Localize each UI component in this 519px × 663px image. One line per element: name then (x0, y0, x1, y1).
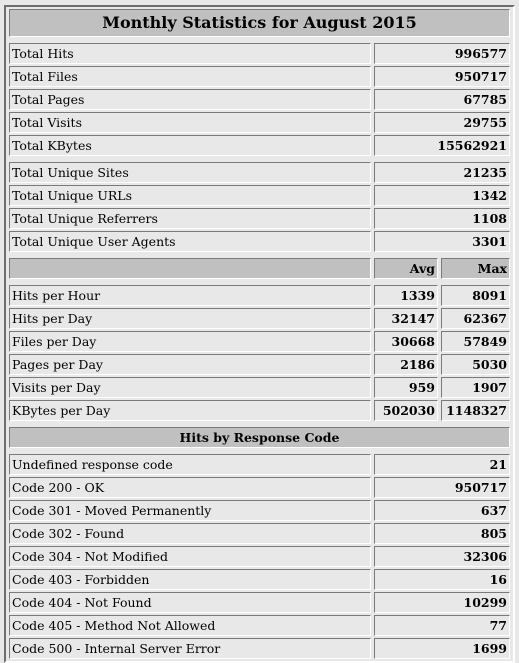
response-row (9, 477, 510, 498)
stat-value: 637 (374, 500, 510, 521)
stat-label: Total KBytes (9, 135, 371, 156)
stat-label: Code 200 - OK (9, 477, 371, 498)
rate-avg: 2186 (374, 354, 438, 375)
rate-row (9, 308, 510, 329)
rate-avg: 1339 (374, 285, 438, 306)
response-code-heading: Hits by Response Code (9, 427, 510, 448)
unique-row (9, 231, 510, 252)
monthly-stats-table (6, 7, 513, 661)
header-blank-cell (9, 258, 371, 279)
unique-row (9, 208, 510, 229)
stat-value: 3301 (374, 231, 510, 252)
stat-value: 996577 (374, 43, 510, 64)
stat-label: Total Unique Referrers (9, 208, 371, 229)
rate-avg: 502030 (374, 400, 438, 421)
rate-label: Pages per Day (9, 354, 371, 375)
stat-label: Total Unique User Agents (9, 231, 371, 252)
stat-value: 29755 (374, 112, 510, 133)
rate-row (9, 331, 510, 352)
stat-label: Total Pages (9, 89, 371, 110)
response-row (9, 546, 510, 567)
rate-label: Hits per Hour (9, 285, 371, 306)
stat-label: Code 404 - Not Found (9, 592, 371, 613)
rate-avg: 32147 (374, 308, 438, 329)
rate-label: Hits per Day (9, 308, 371, 329)
stat-value: 32306 (374, 546, 510, 567)
stat-label: Code 405 - Method Not Allowed (9, 615, 371, 636)
response-row (9, 454, 510, 475)
unique-row (9, 185, 510, 206)
rate-max: 1148327 (441, 400, 510, 421)
monthly-stats-panel (4, 5, 515, 663)
avg-column-header: Avg (374, 258, 438, 279)
response-row (9, 592, 510, 613)
rate-label: KBytes per Day (9, 400, 371, 421)
stat-label: Code 500 - Internal Server Error (9, 638, 371, 659)
unique-row (9, 162, 510, 183)
stat-label: Total Unique URLs (9, 185, 371, 206)
rate-avg: 959 (374, 377, 438, 398)
rate-row (9, 354, 510, 375)
stat-label: Total Unique Sites (9, 162, 371, 183)
response-row (9, 638, 510, 659)
stat-value: 77 (374, 615, 510, 636)
stat-value: 1108 (374, 208, 510, 229)
totals-row (9, 112, 510, 133)
rate-row (9, 377, 510, 398)
totals-row (9, 43, 510, 64)
stat-value: 805 (374, 523, 510, 544)
stat-value: 1699 (374, 638, 510, 659)
stat-value: 15562921 (374, 135, 510, 156)
response-row (9, 569, 510, 590)
response-row (9, 523, 510, 544)
rate-row (9, 400, 510, 421)
stat-value: 950717 (374, 66, 510, 87)
totals-row (9, 89, 510, 110)
stat-value: 950717 (374, 477, 510, 498)
stat-label: Total Files (9, 66, 371, 87)
stat-value: 21235 (374, 162, 510, 183)
rate-max: 1907 (441, 377, 510, 398)
stat-label: Undefined response code (9, 454, 371, 475)
stat-label: Code 304 - Not Modified (9, 546, 371, 567)
stat-label: Total Visits (9, 112, 371, 133)
stat-value: 67785 (374, 89, 510, 110)
totals-row (9, 66, 510, 87)
stat-value: 16 (374, 569, 510, 590)
page-title: Monthly Statistics for August 2015 (9, 9, 510, 37)
rate-label: Files per Day (9, 331, 371, 352)
rate-max: 8091 (441, 285, 510, 306)
rate-label: Visits per Day (9, 377, 371, 398)
stat-value: 10299 (374, 592, 510, 613)
stat-value: 21 (374, 454, 510, 475)
response-row (9, 500, 510, 521)
response-header-row (9, 427, 510, 448)
stat-value: 1342 (374, 185, 510, 206)
stat-label: Code 302 - Found (9, 523, 371, 544)
max-column-header: Max (441, 258, 510, 279)
rate-avg: 30668 (374, 331, 438, 352)
avg-max-header-row (9, 258, 510, 279)
stat-label: Total Hits (9, 43, 371, 64)
stat-label: Code 403 - Forbidden (9, 569, 371, 590)
rate-max: 62367 (441, 308, 510, 329)
rate-row (9, 285, 510, 306)
rate-max: 5030 (441, 354, 510, 375)
rate-max: 57849 (441, 331, 510, 352)
stat-label: Code 301 - Moved Permanently (9, 500, 371, 521)
response-row (9, 615, 510, 636)
totals-row (9, 135, 510, 156)
